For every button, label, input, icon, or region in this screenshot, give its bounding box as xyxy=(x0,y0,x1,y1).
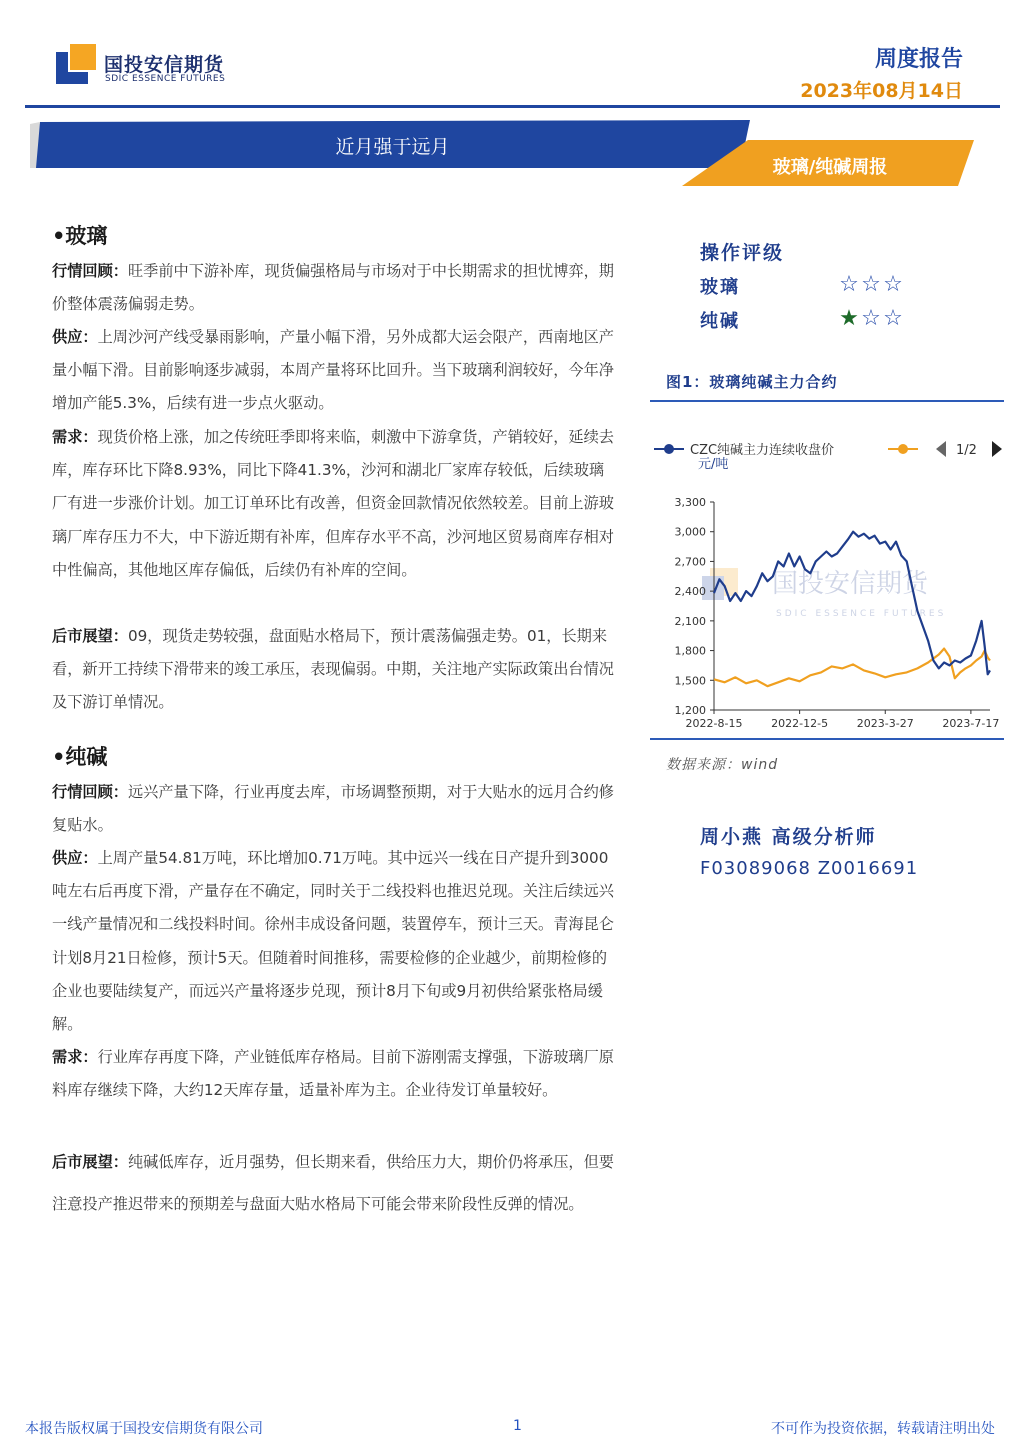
soda-review-text: 远兴产量下降，行业再度去库，市场调整预期，对于大贴水的远月合约修复贴水。 xyxy=(52,783,614,835)
soda-review-label: 行情回顾： xyxy=(52,783,128,801)
y-tick-label: 3,300 xyxy=(674,496,706,509)
chart-pager: 1/2 xyxy=(956,443,977,458)
soda-outlook-text: 纯碱低库存，近月强势，但长期来看，供给压力大，期价仍将承压，但要注意投产推迟带来的预期差与盘面大贴水格局下可能会带来阶段性反弹的情况。 xyxy=(52,1153,614,1213)
legend-marker-2 xyxy=(898,444,908,454)
soda-demand-text: 行业库存再度下降，产业链低库存格局。目前下游刚需支撑强，下游玻璃厂原料库存继续下降，大约12天库存量，适量补库为主。企业待发订单量较好。 xyxy=(52,1048,614,1100)
y-tick-label: 1,500 xyxy=(674,674,706,688)
section-title-glass: •玻璃 xyxy=(52,224,108,248)
company-name-cn: 国投安信期货 xyxy=(104,54,225,76)
glass-demand xyxy=(52,421,617,587)
soda-review xyxy=(52,776,617,842)
glass-review xyxy=(52,255,617,321)
soda-supply-text: 上周产量54.81万吨，环比增加0.71万吨。其中远兴一线在日产提升到3000吨左右后再度下滑，产量存在不确定，同时关于二线投料也推迟兑现。关注后续远兴一线产量情况和二线投料时间。徐州丰成设备问题，装置停车，预计三天。青海昆仑计划8月21日检修，预计5天。但随着时间推移，需要检修的企业越少，前期检修的企业也要陆续复产，而远兴产量将逐步兑现，预计8月下旬或9月初供给紧张格局缓解。 xyxy=(52,849,614,1034)
analyst-name: 周小燕 高级分析师 xyxy=(700,826,877,848)
soda-outlook xyxy=(52,1142,617,1225)
rating-stars-soda xyxy=(838,308,904,330)
star-empty-icon: ☆ xyxy=(883,272,903,297)
prev-page-icon[interactable] xyxy=(936,441,946,457)
soda-demand xyxy=(52,1041,617,1107)
glass-outlook-text: 09，现货走势较强，盘面贴水格局下，预计震荡偏强走势。01，长期来看，新开工持续下滑带来的竣工承压，表现偏弱。中期，关注地产实际政策出台情况及下游订单情况。 xyxy=(52,627,614,712)
legend-label-1: CZC纯碱主力连续收盘价 xyxy=(690,443,835,458)
soda-outlook-label: 后市展望： xyxy=(52,1153,128,1171)
glass-review-text: 旺季前中下游补库，现货偏强格局与市场对于中长期需求的担忧博弈，期价整体震荡偏弱走势。 xyxy=(52,262,614,314)
x-tick-label: 2023-3-27 xyxy=(856,717,914,730)
watermark-text-cn: 国投安信期货 xyxy=(772,569,929,599)
footer-disclaimer: 不可作为投资依据，转载请注明出处 xyxy=(771,1421,995,1437)
next-page-icon[interactable] xyxy=(992,441,1002,457)
section-title-soda: •纯碱 xyxy=(52,745,108,769)
rating-stars-glass xyxy=(838,274,904,296)
rating-heading: 操作评级 xyxy=(700,242,785,264)
legend-marker-1 xyxy=(664,444,674,454)
company-logo-icon xyxy=(56,44,96,84)
y-tick-label: 1,200 xyxy=(674,704,706,717)
star-empty-icon: ☆ xyxy=(839,272,859,297)
page-number: 1 xyxy=(513,1418,522,1434)
series-line-orange xyxy=(714,649,990,687)
star-empty-icon: ☆ xyxy=(861,272,881,297)
y-tick-label: 2,100 xyxy=(674,614,706,628)
soda-demand-label: 需求： xyxy=(52,1048,98,1066)
y-tick-label: 1,800 xyxy=(674,644,706,658)
y-unit-label: 元/吨 xyxy=(698,457,729,472)
banner-title: 近月强于远月 xyxy=(335,136,450,158)
banner-tag: 玻璃/纯碱周报 xyxy=(772,157,888,178)
analyst-cert-numbers: F03089068 Z0016691 xyxy=(700,858,919,879)
rating-name-glass: 玻璃 xyxy=(700,277,740,298)
x-tick-label: 2023-7-17 xyxy=(942,717,1000,730)
star-filled-icon: ★ xyxy=(839,306,859,331)
y-tick-label: 3,000 xyxy=(674,525,706,539)
y-tick-label: 2,400 xyxy=(674,585,706,599)
footer-copyright: 本报告版权属于国投安信期货有限公司 xyxy=(25,1421,263,1437)
glass-review-label: 行情回顾： xyxy=(52,262,128,280)
report-date: 2023年08月14日 xyxy=(800,80,963,102)
watermark-text-en: SDIC ESSENCE FUTURES xyxy=(776,609,947,619)
glass-supply-label: 供应： xyxy=(52,328,98,346)
company-name-en: SDIC ESSENCE FUTURES xyxy=(105,74,226,84)
glass-supply-text: 上周沙河产线受暴雨影响，产量小幅下滑，另外成都大运会限产，西南地区产量小幅下滑。目前影响逐步减弱，本周产量将环比回升。当下玻璃利润较好，今年净增加产能5.3%，后续有进一步点火驱动。 xyxy=(52,328,614,413)
x-tick-label: 2022-12-5 xyxy=(771,717,829,730)
glass-outlook-label: 后市展望： xyxy=(52,627,128,645)
soda-supply-label: 供应： xyxy=(52,849,98,867)
figure-bottom-rule xyxy=(650,738,1004,740)
glass-demand-label: 需求： xyxy=(52,428,98,446)
header-divider xyxy=(25,105,1000,108)
series-line-soda-ash xyxy=(714,532,990,675)
report-type: 周度报告 xyxy=(874,47,963,72)
x-tick-label: 2022-8-15 xyxy=(685,717,743,730)
rating-name-soda: 纯碱 xyxy=(700,311,740,332)
glass-outlook xyxy=(52,620,617,720)
figure-top-rule xyxy=(650,400,1004,402)
glass-supply xyxy=(52,321,617,421)
star-empty-icon: ☆ xyxy=(883,306,903,331)
price-chart xyxy=(650,430,1004,735)
figure-title: 图1：玻璃纯碱主力合约 xyxy=(666,373,838,391)
data-source: 数据来源：wind xyxy=(666,757,779,773)
soda-supply xyxy=(52,842,617,1041)
glass-demand-text: 现货价格上涨，加之传统旺季即将来临，刺激中下游拿货，产销较好，延续去库，库存环比下降8.93%，同比下降41.3%，沙河和湖北厂家库存较低，后续玻璃厂有进一步涨价计划。加工订单环比有改善，但资金回款情况依然较差。目前上游玻璃厂库存压力不大，中下游近期有补库，但库存水平不高，沙河地区贸易商库存相对中性偏高，其他地区库存偏低，后续仍有补库的空间。 xyxy=(52,428,614,579)
star-empty-icon: ☆ xyxy=(861,306,881,331)
y-tick-label: 2,700 xyxy=(674,555,706,569)
